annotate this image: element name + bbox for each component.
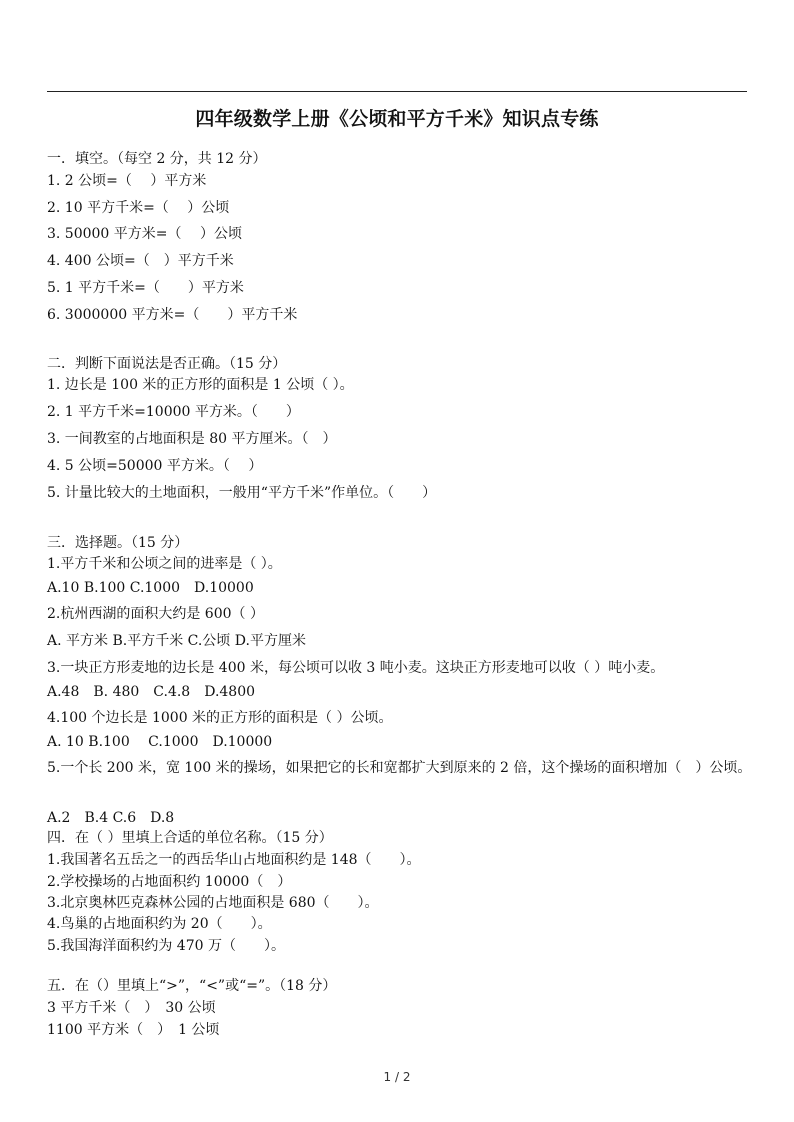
question-item: 4. 400 公顷=（ ）平方千米	[47, 253, 234, 269]
section-heading: 五．在（）里填上“>”，“<”或“=”。（18 分）	[47, 978, 337, 994]
question-item: 2.杭州西湖的面积大约是 600（ ）	[47, 606, 264, 622]
answer-options: A. 平方米 B.平方千米 C.公顷 D.平方厘米	[47, 633, 306, 649]
page-number: 1 / 2	[383, 1070, 411, 1084]
question-item: 1.我国著名五岳之一的西岳华山占地面积约是 148（ ）。	[47, 852, 421, 868]
question-item: 6. 3000000 平方米=（ ）平方千米	[47, 307, 298, 323]
answer-options: A. 10 B.100 C.1000 D.10000	[47, 734, 273, 750]
page-title: 四年级数学上册《公顷和平方千米》知识点专练	[195, 108, 599, 130]
header-rule	[47, 91, 747, 92]
question-item: 3. 一间教室的占地面积是 80 平方厘米。（ ）	[47, 431, 337, 447]
question-item: 5.一个长 200 米，宽 100 米的操场，如果把它的长和宽都扩大到原来的 2 倍，这个操场的面积增加（ ）公顷。	[47, 760, 752, 776]
question-item: 5.我国海洋面积约为 470 万（ ）。	[47, 938, 285, 954]
section-heading: 四．在（ ）里填上合适的单位名称。（15 分）	[47, 830, 333, 846]
answer-options: A.10 B.100 C.1000 D.10000	[47, 580, 254, 596]
question-item: 1100 平方米（ ） 1 公顷	[47, 1022, 220, 1038]
answer-options: A.48 B. 480 C.4.8 D.4800	[47, 684, 256, 700]
question-item: 3.北京奥林匹克森林公园的占地面积是 680（ ）。	[47, 895, 379, 911]
question-item: 3.一块正方形麦地的边长是 400 米，每公顷可以收 3 吨小麦。这块正方形麦地可以收（ ）吨小麦。	[47, 660, 665, 676]
question-item: 1.平方千米和公顷之间的进率是（ ）。	[47, 556, 282, 572]
question-item: 1. 2 公顷=（ ）平方米	[47, 173, 207, 189]
question-item: 5. 计量比较大的土地面积，一般用“平方千米”作单位。（ ）	[47, 485, 437, 501]
section-heading: 三．选择题。（15 分）	[47, 535, 189, 551]
question-item: 2. 1 平方千米=10000 平方米。（ ）	[47, 404, 300, 420]
question-item: 3 平方千米（ ） 30 公顷	[47, 1000, 216, 1016]
question-item: 5. 1 平方千米=（ ）平方米	[47, 280, 244, 296]
question-item: 3. 50000 平方米=（ ）公顷	[47, 226, 242, 242]
question-item: 4. 5 公顷=50000 平方米。（ ）	[47, 458, 263, 474]
question-item: 2.学校操场的占地面积约 10000（ ）	[47, 874, 292, 890]
question-item: 4.鸟巢的占地面积约为 20（ ）。	[47, 916, 272, 932]
question-item: 1. 边长是 100 米的正方形的面积是 1 公顷（ ）。	[47, 377, 354, 393]
answer-options: A.2 B.4 C.6 D.8	[47, 810, 175, 826]
section-heading: 二．判断下面说法是否正确。（15 分）	[47, 356, 287, 372]
section-heading: 一．填空。（每空 2 分，共 12 分）	[47, 151, 267, 167]
question-item: 4.100 个边长是 1000 米的正方形的面积是（ ）公顷。	[47, 710, 393, 726]
question-item: 2. 10 平方千米=（ ）公顷	[47, 200, 230, 216]
